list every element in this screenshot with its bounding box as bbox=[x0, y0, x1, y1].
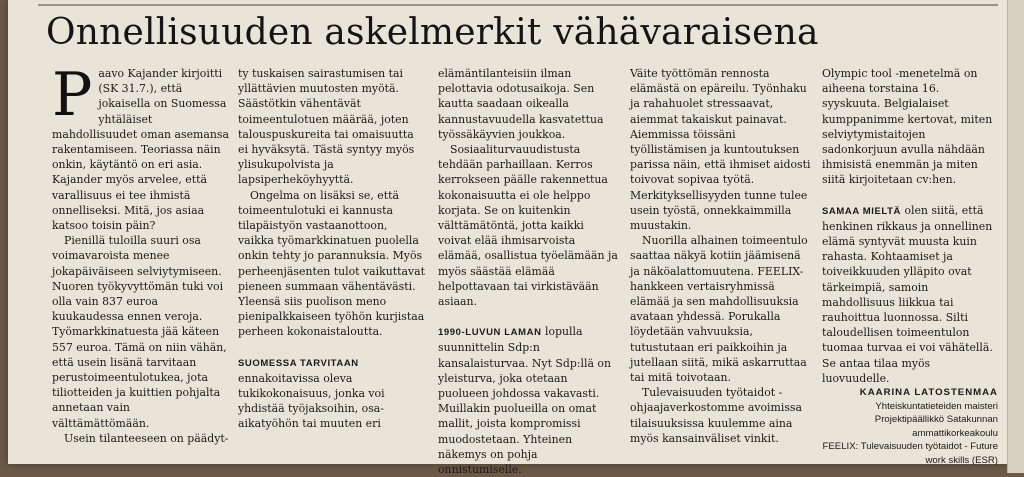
subheading: SAMAA MIELTÄ bbox=[822, 205, 901, 217]
drop-cap: P bbox=[52, 60, 93, 130]
paragraph: ty tuskaisen sairastumisen tai yllättävien muutosten myötä. Säästötkin vähentävät toimeentulotuen määrää, joten talouspuskureita tai omaisuutta ei hyväksytä. Tästä syntyy myös ylisukupolvista ja lapsiperheköyhyyttä. bbox=[238, 67, 415, 187]
paragraph: Väite työttömän rennosta elämästä on epäreilu. Työnhaku ja rahahuolet stressaavat, aiemmat takaiskut painavat. Aiemmissa töissäni työllistämisen ja kuntoutuksen parissa näin, että ihmiset aidosti toivovat sopivaa työtä. Merkityksellisyyden tunne tulee usein työstä, onnekkaimmilla muustakin. bbox=[630, 67, 811, 233]
author-name: KAARINA LATOSTENMAA bbox=[859, 387, 998, 399]
paragraph-text: lopulla suunnittelin Sdp:n kansalaisturvaa. Nyt Sdp:llä on yleisturva, joka otetaan puolueen johdossa vakavasti. Muillakin puolueilla on omat mallit, joista kompromissi muodostetaan. Yhteinen näkemys on pohja onnistumiselle. bbox=[438, 325, 611, 477]
column-1 bbox=[52, 60, 230, 461]
paragraph: Tulevaisuuden työtaidot -ohjaajaverkostomme avoimissa tilaisuuksissa kuulemme aina myös kansainväliset vinkit. bbox=[630, 386, 803, 445]
paragraph: Ongelma on lisäksi se, että toimeentulotuki ei kannusta tilapäistyön vastaanottoon, vaikka työmarkkinatuen puolella onkin tehty jo parannuksia. Myös perheenjäsenten tulot vaikuttavat pieneen summaan vähentävästi. Yleensä siis puolison meno pienipalkkaiseen työhön kurjistaa perheen kokonaistaloutta. bbox=[238, 188, 426, 339]
paragraph-text: olen siitä, että henkinen rikkaus ja onnellinen elämä syntyvät muusta kuin rahasta. Kohtaamiset ja toiveikkuuden ylläpito ovat tärkeimpiä, samoin mahdollisuus liikkua tai rauhoittua luonnossa. Silti taloudellisen toimeentulon tuomaa turvaa ei voi vähätellä. Se antaa tilaa myös luovuudelle. bbox=[822, 203, 993, 385]
column-5 bbox=[822, 66, 998, 466]
paragraph-text: ennakoitavissa oleva tukikokonaisuus, jonka voi yhdistää työjaksoihin, osa-aikatyöhön tai muuten eri bbox=[238, 371, 385, 431]
paragraph: Olympic tool -menetelmä on aiheena torstaina 16. syyskuuta. Belgialaiset kumppanimme kertovat, miten selviytymistaitojen sadonkorjuun avulla nähdään ihmisistä enemmän ja miten siitä kirjoitetaan cv:hen. bbox=[822, 67, 993, 187]
newspaper-page bbox=[8, 0, 1008, 477]
paragraph: Pienillä tuloilla suuri osa voimavaroista menee jokapäiväiseen selviytymiseen. Nuoren työkyvyttömän tuki voi olla vain 837 euroa kuukaudessa ennen veroja. Työmarkkinatuesta jää käteen 557 euroa. Tämä on niin vähän, että usein lisänä tarvitaan perustoimeentulotukea, jota tiliotteiden ja kuittien pohjalta annetaan vain välttämättömään. bbox=[52, 234, 227, 430]
subheading: 1990-LUVUN LAMAN bbox=[438, 327, 542, 339]
paragraph-text: aavo Kajander kirjoitti (SK 31.7.), että jokaisella on Suomessa yhtäläiset mahdollisuudet oman asemansa rakentamiseen. Teoriassa näin onkin, käytäntö on eri asia. Kajander myös arvelee, että varallisuus ei tee ihmistä onnelliseksi. Mitä, jos asiaa katsoo toisin päin? bbox=[52, 67, 229, 233]
paragraph: Nuorilla alhainen toimeentulo saattaa näkyä kotiin jäämisenä ja näköalattomuutena. FEELIX-hankkeen vertaisryhmissä elämää ja sen mahdollisuuksia avataan yhdessä. Porukalla löydetään vahvuuksia, tutustutaan eri paikkoihin ja jutellaan siitä, mikä askarruttaa tai mitä toivotaan. bbox=[630, 234, 808, 385]
article-headline: Onnellisuuden askelmerkit vähävaraisena bbox=[46, 12, 819, 53]
paragraph bbox=[822, 203, 998, 386]
author-project: FEELIX: Tulevaisuuden työtaidot - Future work skills (ESR) bbox=[822, 441, 998, 466]
subheading: SUOMESSA TARVITAAN bbox=[238, 357, 359, 369]
paragraph: Sosiaaliturvauudistusta tehdään parhaillaan. Kerros kerrokseen päälle rakennettua kokonaisuutta ei ole helppo korjata. Se on kuitenkin välttämätöntä, jotta kaikki voivat elää ihmisarvoista elämää, osallistua työelämään ja myös säästää elämää helpottavaan tai virkistävään asiaan. bbox=[438, 143, 618, 309]
author-title: Yhteiskuntatieteiden maisteri bbox=[875, 400, 998, 412]
column-4 bbox=[630, 66, 812, 461]
paragraph bbox=[238, 355, 426, 432]
top-rule bbox=[38, 4, 998, 6]
column-3 bbox=[438, 66, 620, 477]
paragraph: Usein tilanteeseen on päädyt- bbox=[64, 431, 229, 445]
author-role: Projektipäällikkö Satakunnan ammattikorkeakoulu bbox=[874, 414, 998, 439]
column-2 bbox=[238, 66, 426, 461]
paragraph bbox=[52, 60, 230, 233]
adjacent-page-edge bbox=[1007, 0, 1024, 473]
paragraph bbox=[438, 324, 620, 477]
paragraph: elämäntilanteisiin ilman pelottavia odotusaikoja. Sen kautta saadaan oikealla kannustavuudella kasvatettua työssäkäyvien joukkoa. bbox=[438, 67, 604, 141]
